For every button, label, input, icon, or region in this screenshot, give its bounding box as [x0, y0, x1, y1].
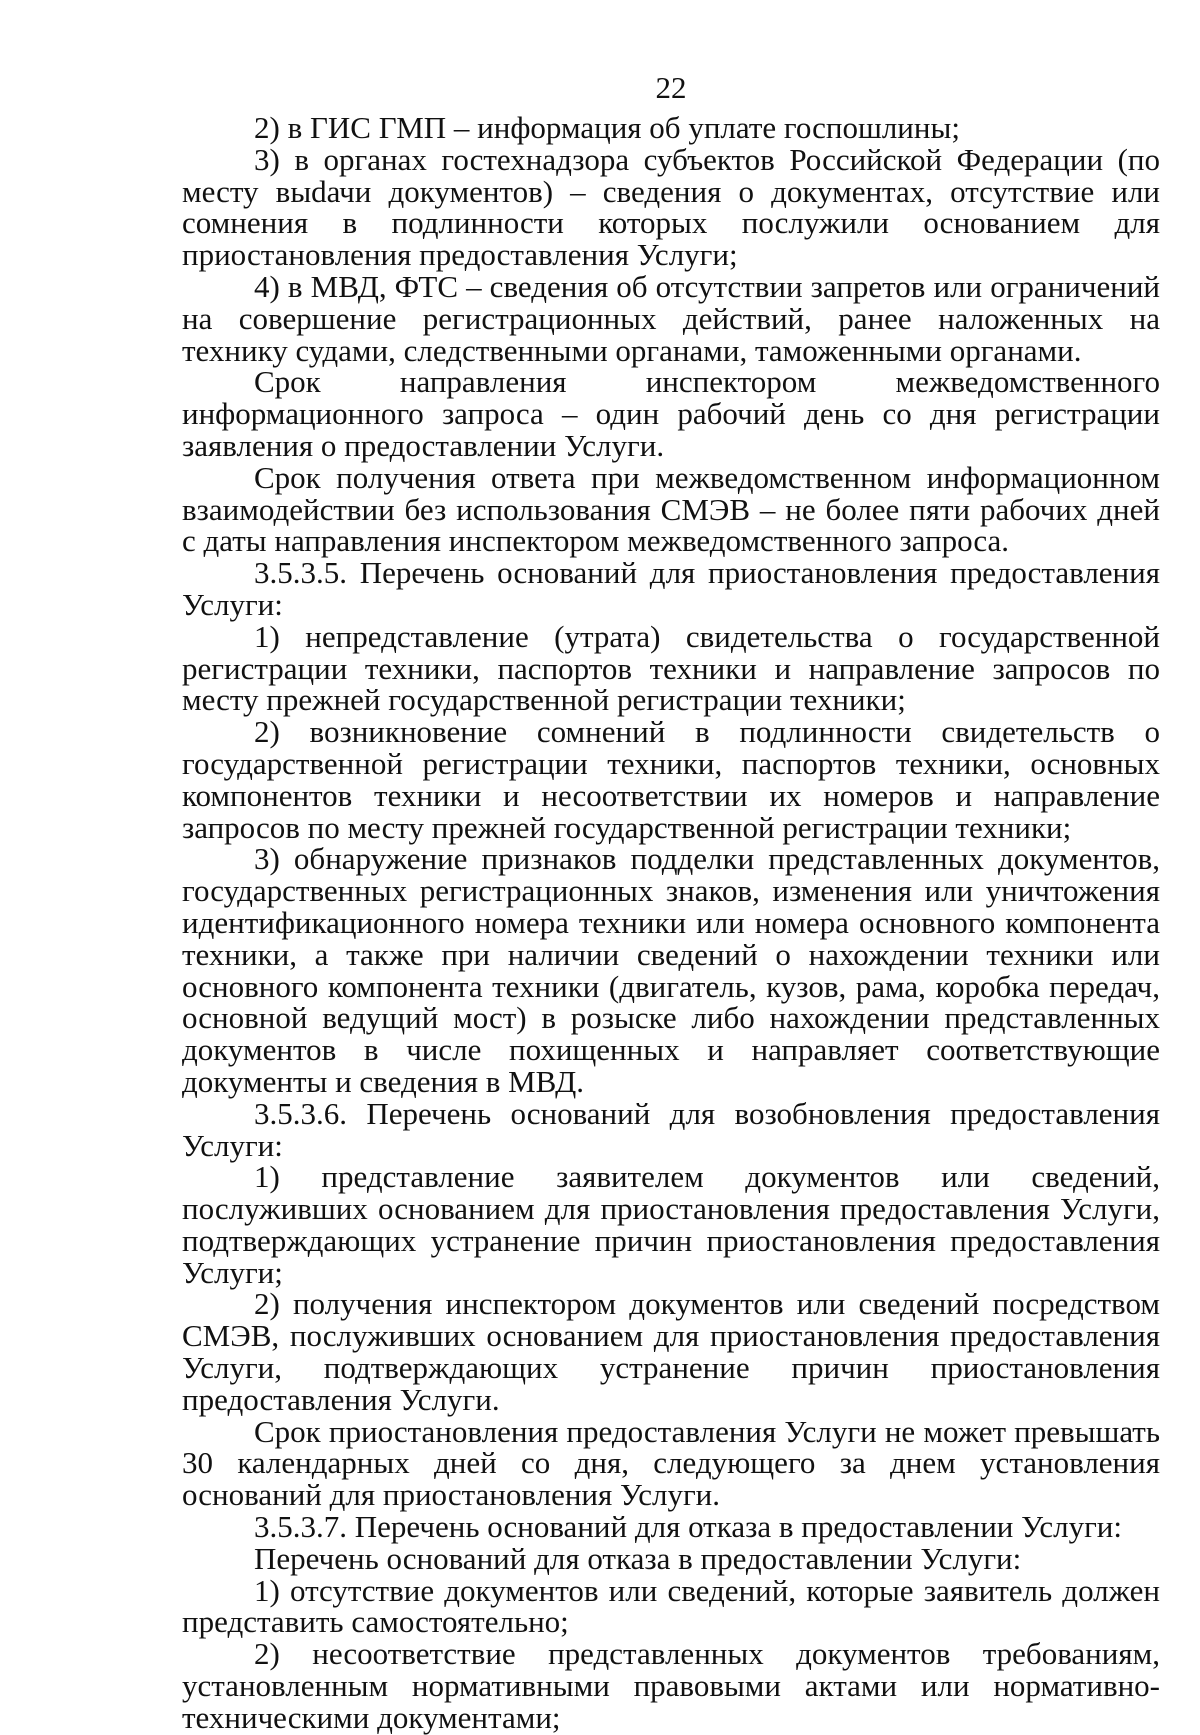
list-item-refusal-2: 2) несоответствие представленных документов требованиям, установленным нормативными правовыми актами или нормативно-техническими документами; — [182, 1636, 1160, 1735]
paragraph-gostekhnadzor: 3) в органах гостехнадзора субъектов Российской Федерации (по месту выdачи документов) – сведения о документах, отсутствие или сомнения в подлинности которых послужили основанием для приостановления предоставления Услуги; — [182, 141, 1160, 273]
page-number: 22 — [655, 70, 687, 105]
list-item-resumption-2: 2) получения инспектором документов или сведений посредством СМЭВ, послуживших основанием для приостановления предоставления Услуги, подтверждающих устранение причин приостановления предоставления Услуги. — [182, 1286, 1160, 1417]
document-page — [182, 68, 1160, 1734]
paragraph-gis-gmp: 2) в ГИС ГМП – информация об уплате госпошлины; — [254, 110, 960, 145]
paragraph-mvd-fts: 4) в МВД, ФТС – сведения об отсутствии запретов или ограничений на совершение регистрационных действий, ранее наложенных на технику судами, следственными органами, таможенными органами. — [182, 268, 1160, 368]
section-heading-resumption: 3.5.3.6. Перечень оснований для возобновления предоставления Услуги: — [182, 1095, 1160, 1163]
section-heading-refusal: 3.5.3.7. Перечень оснований для отказа в предоставлении Услуги: — [254, 1509, 1122, 1545]
list-item-resumption-1: 1) представление заявителем документов или сведений, послуживших основанием для приостановления предоставления Услуги, подтверждающих устранение причин приостановления предоставления Услуги; — [182, 1159, 1160, 1290]
list-item-suspension-1: 1) непредставление (утрата) свидетельства о государственной регистрации техники, паспортов техники и направление запросов по месту прежней государственной регистрации техники; — [182, 618, 1160, 718]
section-heading-suspension: 3.5.3.5. Перечень оснований для приостановления предоставления Услуги: — [182, 555, 1160, 622]
list-item-suspension-2: 2) возникновение сомнений в подлинности свидетельств о государственной регистрации техники, паспортов техники, основных компонентов техники и несоответствии их номеров и направление запросов по месту прежней государственной регистрации техники; — [182, 714, 1160, 845]
list-item-suspension-3: 3) обнаружение признаков подделки представленных документов, государственных регистрационных знаков, изменения или уничтожения идентификационного номера техники или номера основного компонента техники, а также при наличии сведений о нахождении техники или основного компонента техники (двигатель, кузов, рама, коробка передач, основной ведущий мост) в розыске либо нахождении представленных документов в числе похищенных и направляет соответствующие документы и сведения в МВД. — [182, 841, 1160, 1099]
paragraph-request-deadline: Срок направления инспектором межведомственного информационного запроса – один рабочий день со дня регистрации заявления о предоставлении Услуги. — [182, 364, 1160, 463]
paragraph-response-deadline: Срок получения ответа при межведомственном информационном взаимодействии без использования СМЭВ – не более пяти рабочих дней с даты направления инспектором межведомственного запроса. — [182, 459, 1160, 559]
list-item-refusal-1: 1) отсутствие документов или сведений, которые заявитель должен представить самостоятельно; — [182, 1572, 1160, 1640]
paragraph-refusal-intro: Перечень оснований для отказа в предоставлении Услуги: — [254, 1540, 1022, 1576]
paragraph-suspension-term: Срок приостановления предоставления Услуги не может превышать 30 календарных дней со дня, следующего за днем установления оснований для приостановления Услуги. — [182, 1413, 1160, 1513]
